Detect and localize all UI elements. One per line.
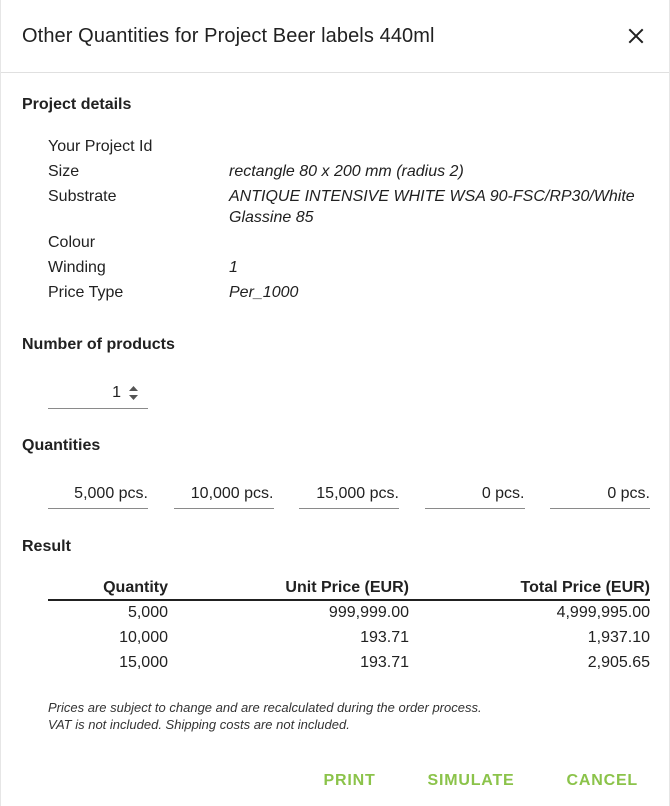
increment-icon[interactable] (129, 386, 138, 391)
detail-label: Colour (48, 234, 96, 251)
result-table (48, 576, 650, 675)
cell-quantity: 15,000 (119, 653, 168, 671)
number-of-products-heading: Number of products (22, 336, 175, 353)
detail-row-size (48, 161, 648, 182)
cell-total-price: 2,905.65 (587, 653, 650, 671)
simulate-button[interactable]: SIMULATE (427, 772, 515, 789)
detail-value: 1 (229, 259, 238, 276)
cell-quantity: 10,000 (119, 628, 168, 646)
dialog-header (1, 0, 669, 73)
dialog-actions (324, 770, 638, 792)
detail-row-colour (48, 232, 648, 253)
detail-row-winding (48, 257, 648, 278)
table-row (48, 650, 650, 675)
print-button[interactable]: PRINT (323, 772, 376, 789)
detail-row-price-type (48, 282, 648, 303)
number-of-products-stepper[interactable] (48, 378, 148, 409)
column-header-total-price: Total Price (EUR) (409, 576, 650, 600)
vat-note-line: VAT is not included. Shipping costs are not included. (48, 717, 350, 732)
table-header-row (48, 576, 650, 600)
quantity-inputs (48, 478, 650, 509)
decrement-icon[interactable] (129, 395, 138, 400)
dialog-title: Other Quantities for Project Beer labels 440ml (22, 24, 435, 47)
close-icon (628, 28, 644, 44)
quantity-input-1[interactable]: 5,000 pcs. (48, 478, 148, 509)
detail-value: Per_1000 (229, 284, 299, 301)
cell-unit-price: 999,999.00 (328, 604, 409, 621)
detail-value: ANTIQUE INTENSIVE WHITE WSA 90-FSC/RP30/White Glassine 85 (229, 188, 635, 226)
quantity-input-4[interactable]: 0 pcs. (425, 478, 525, 509)
cell-unit-price: 193.71 (360, 653, 409, 671)
cell-total-price: 1,937.10 (587, 628, 650, 646)
detail-value (229, 232, 648, 253)
detail-label: Price Type (48, 284, 124, 301)
detail-row-project-id (48, 136, 648, 157)
cell-unit-price: 193.71 (360, 628, 409, 646)
detail-label: Size (48, 163, 80, 180)
quantity-input-5[interactable]: 0 pcs. (550, 478, 650, 509)
project-details (48, 136, 648, 307)
price-note-line: Prices are subject to change and are recalculated during the order process. (48, 700, 482, 715)
column-header-quantity: Quantity (48, 576, 168, 600)
project-details-heading: Project details (22, 96, 132, 113)
cancel-button[interactable]: CANCEL (566, 772, 638, 789)
price-notes (48, 699, 482, 733)
detail-value (229, 136, 648, 157)
cell-total-price: 4,999,995.00 (556, 604, 650, 621)
detail-label: Your Project Id (48, 138, 153, 155)
table-row (48, 625, 650, 650)
detail-label: Substrate (48, 188, 117, 205)
detail-label: Winding (48, 259, 106, 276)
detail-value: rectangle 80 x 200 mm (radius 2) (229, 163, 464, 180)
number-of-products-value[interactable]: 1 (112, 384, 121, 401)
quantity-input-2[interactable]: 10,000 pcs. (174, 478, 274, 509)
quantity-input-3[interactable]: 15,000 pcs. (299, 478, 399, 509)
result-heading: Result (22, 538, 71, 555)
detail-row-substrate (48, 186, 648, 228)
column-header-unit-price: Unit Price (EUR) (168, 576, 409, 600)
table-row (48, 600, 650, 625)
cell-quantity: 5,000 (127, 604, 168, 621)
quantities-heading: Quantities (22, 437, 101, 454)
close-button[interactable] (622, 22, 650, 50)
spin-buttons (129, 386, 138, 400)
